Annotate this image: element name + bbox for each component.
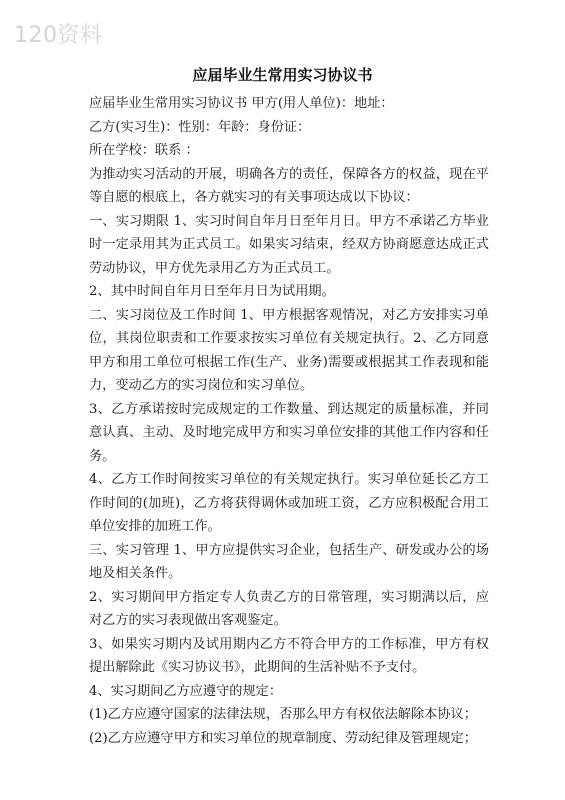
- paragraph-parties-b: 乙方(实习生)：性别：年龄：身份证：: [89, 119, 311, 135]
- paragraph-preamble: 为推动实习活动的开展，明确各方的责任，保障各方的权益，现在平等自愿的根底上，各方就实习的有关事项达成以下协议：: [89, 166, 489, 205]
- document-title: 应届毕业生常用实习协议书: [192, 66, 373, 84]
- paragraph-section-3: 三、实习管理 1、甲方应提供实习企业，包括生产、研发或办公的场地及相关条件。: [89, 542, 489, 581]
- paragraph-working-hours: 4、乙方工作时间按实习单位的有关规定执行。实习单位延长乙方工作时间的(加班)，乙方将获得调休或加班工资，乙方应积极配合用工单位安排的加班工作。: [89, 472, 489, 534]
- paragraph-parties-a: 应届毕业生常用实习协议书 甲方(用人单位)：地址：: [89, 96, 394, 111]
- paragraph-school: 所在学校：联系 ：: [89, 143, 199, 158]
- paragraph-section-2: 二、实习岗位及工作时间 1、甲方根据客观情况，对乙方安排实习单位，其岗位职责和工作要求按实习单位有关规定执行。2、乙方同意甲方和用工单位可根据工作(生产、业务)需要或根据其工作表现和能力，变动乙方的实习岗位和实习单位。: [89, 307, 489, 393]
- paragraph-supervision: 2、实习期间甲方指定专人负责乙方的日常管理，实习期满以后，应对乙方的实习表现做出客观鉴定。: [89, 589, 489, 628]
- watermark-logo: 120资料: [14, 23, 103, 48]
- paragraph-section-1: 一、实习期限 1、实习时间自年月日至年月日。甲方不承诺乙方毕业时一定录用其为正式员工。如果实习结束，经双方协商愿意达成正式劳动协议，甲方优先录用乙方为正式员工。: [89, 213, 489, 276]
- document-body: [89, 92, 489, 750]
- paragraph-rule-2: (2)乙方应遵守甲方和实习单位的规章制度、劳动纪律及管理规定；: [89, 730, 477, 746]
- paragraph-rules-intro: 4、实习期间乙方应遵守的规定：: [89, 683, 283, 699]
- paragraph-commitment: 3、乙方承诺按时完成规定的工作数量、到达规定的质量标准，并同意认真、主动、及时地完成甲方和实习单位安排的其他工作内容和任务。: [89, 401, 489, 464]
- paragraph-rule-1: (1)乙方应遵守国家的法律法规，否那么甲方有权依法解除本协议；: [89, 707, 477, 722]
- paragraph-termination: 3、如果实习期内及试用期内乙方不符合甲方的工作标准，甲方有权提出解除此《实习协议书》，此期间的生活补贴不予支付。: [89, 636, 489, 675]
- paragraph-probation: 2、其中时间自年月日至年月日为试用期。: [89, 284, 335, 299]
